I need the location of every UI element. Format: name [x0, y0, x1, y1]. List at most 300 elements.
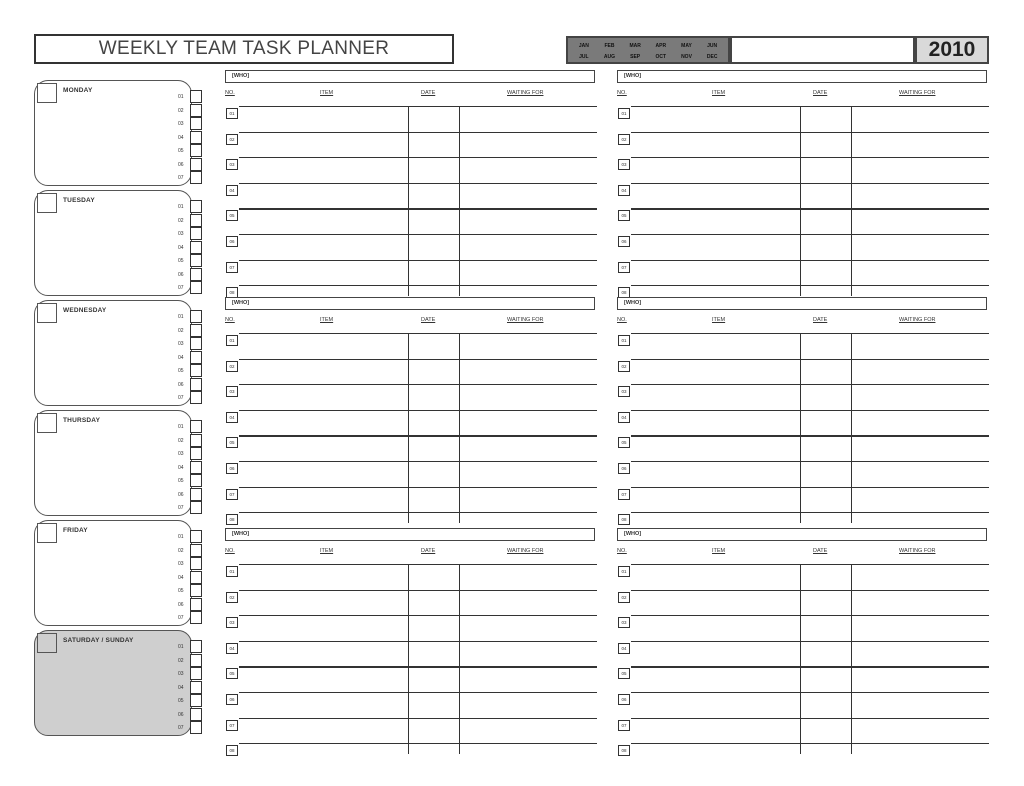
month-option-oct[interactable]: OCT [655, 54, 667, 60]
slot-checkbox[interactable] [190, 117, 202, 130]
slot-number: 01 [178, 424, 184, 430]
task-row-line [631, 487, 989, 488]
day-slot [178, 461, 204, 475]
row-number: 03 [226, 617, 238, 628]
slot-checkbox[interactable] [190, 694, 202, 707]
year-label: 2010 [915, 36, 989, 64]
column-divider [408, 564, 409, 754]
task-section [617, 70, 989, 295]
column-divider [459, 564, 460, 754]
day-slot [178, 364, 204, 378]
month-option-feb[interactable]: FEB [604, 43, 615, 49]
day-label: WEDNESDAY [63, 307, 107, 314]
slot-number: 04 [178, 244, 184, 251]
row-number: 01 [618, 335, 630, 346]
day-slot [178, 501, 204, 515]
slot-number: 05 [178, 368, 184, 374]
day-slot [178, 557, 204, 571]
task-row-line [239, 692, 597, 693]
column-header-date: DATE [421, 90, 436, 96]
slot-number: 04 [178, 684, 184, 691]
task-section [225, 70, 597, 295]
day-slot [178, 447, 204, 461]
day-slot [178, 391, 204, 405]
row-number: 02 [618, 134, 630, 145]
task-row-line [239, 285, 597, 286]
slot-checkbox[interactable] [190, 310, 202, 323]
task-row-line [239, 359, 597, 360]
slot-number: 04 [178, 464, 184, 471]
slot-checkbox[interactable] [190, 530, 202, 543]
slot-number: 06 [178, 271, 184, 278]
slot-checkbox[interactable] [190, 420, 202, 433]
task-row-line [239, 615, 597, 616]
slot-checkbox[interactable] [190, 378, 202, 391]
task-row-line [631, 208, 989, 209]
row-number: 03 [618, 159, 630, 170]
task-row-line [631, 285, 989, 286]
row-number: 01 [226, 566, 238, 577]
task-row-line [631, 410, 989, 411]
task-row-line [631, 615, 989, 616]
slot-checkbox[interactable] [190, 501, 202, 514]
slot-number: 06 [178, 601, 184, 608]
slot-checkbox[interactable] [190, 488, 202, 501]
month-selector[interactable] [566, 36, 730, 64]
slot-checkbox[interactable] [190, 598, 202, 611]
day-slot [178, 281, 204, 295]
row-number: 01 [226, 108, 238, 119]
column-header-date: DATE [421, 317, 436, 323]
row-number: 05 [226, 210, 238, 221]
column-header-no: NO. [225, 317, 235, 323]
task-row-line [631, 564, 989, 565]
row-number: 08 [618, 514, 630, 525]
day-label: THURSDAY [63, 417, 101, 424]
who-field[interactable] [617, 70, 987, 83]
task-row-line [239, 435, 597, 436]
task-row-line [239, 132, 597, 133]
row-number: 06 [226, 463, 238, 474]
row-number: 08 [226, 514, 238, 525]
month-option-jun[interactable]: JUN [707, 43, 718, 49]
task-row-line [239, 641, 597, 642]
slot-checkbox[interactable] [190, 654, 202, 667]
task-row-line [631, 234, 989, 235]
day-checkbox[interactable] [37, 523, 57, 543]
slot-number: 05 [178, 588, 184, 594]
day-checkbox[interactable] [37, 633, 57, 653]
who-label: [WHO] [232, 300, 250, 306]
slot-checkbox[interactable] [190, 571, 202, 584]
month-option-may[interactable]: MAY [681, 43, 692, 49]
who-label: [WHO] [624, 73, 642, 79]
column-header-date: DATE [813, 317, 828, 323]
day-card-friday [34, 520, 192, 626]
column-divider [851, 106, 852, 296]
day-slot [178, 640, 204, 654]
month-option-sep[interactable]: SEP [630, 54, 641, 60]
task-row-line [239, 183, 597, 184]
day-slot [178, 654, 204, 668]
slot-number: 01 [178, 314, 184, 320]
day-slot [178, 571, 204, 585]
task-row-line [631, 359, 989, 360]
slot-number: 04 [178, 574, 184, 581]
row-number: 04 [618, 643, 630, 654]
column-header-item: ITEM [320, 317, 334, 323]
day-slot [178, 474, 204, 488]
slot-checkbox[interactable] [190, 268, 202, 281]
task-row-line [239, 410, 597, 411]
who-field[interactable] [225, 70, 595, 83]
slot-number: 03 [178, 231, 184, 237]
task-row-line [239, 512, 597, 513]
slot-checkbox[interactable] [190, 104, 202, 117]
row-number: 03 [618, 617, 630, 628]
task-row-line [631, 512, 989, 513]
slot-number: 04 [178, 354, 184, 361]
column-divider [459, 333, 460, 523]
day-slot [178, 158, 204, 172]
task-row-line [239, 590, 597, 591]
slot-number: 03 [178, 671, 184, 677]
column-divider [408, 106, 409, 296]
slot-number: 02 [178, 327, 184, 334]
who-label: [WHO] [624, 300, 642, 306]
day-label: SATURDAY / SUNDAY [63, 637, 134, 644]
day-slot [178, 171, 204, 185]
column-divider [800, 106, 801, 296]
slot-number: 05 [178, 148, 184, 154]
slot-number: 01 [178, 204, 184, 210]
slot-number: 01 [178, 94, 184, 100]
day-slot [178, 420, 204, 434]
day-slot [178, 694, 204, 708]
slot-number: 06 [178, 711, 184, 718]
day-card-tuesday [34, 190, 192, 296]
who-field[interactable] [617, 528, 987, 541]
row-number: 04 [226, 185, 238, 196]
slot-checkbox[interactable] [190, 584, 202, 597]
column-header-no: NO. [617, 90, 627, 96]
column-header-waiting: WAITING FOR [507, 548, 544, 554]
day-slot [178, 681, 204, 695]
task-row-line [239, 157, 597, 158]
day-slot [178, 144, 204, 158]
column-divider [800, 333, 801, 523]
task-row-line [631, 132, 989, 133]
row-number: 01 [618, 108, 630, 119]
slot-checkbox[interactable] [190, 611, 202, 624]
slot-number: 03 [178, 561, 184, 567]
day-checkbox[interactable] [37, 83, 57, 103]
column-header-date: DATE [421, 548, 436, 554]
slot-number: 02 [178, 107, 184, 114]
day-slot [178, 337, 204, 351]
slot-checkbox[interactable] [190, 434, 202, 447]
task-row-line [631, 333, 989, 334]
slot-number: 03 [178, 121, 184, 127]
slot-number: 06 [178, 381, 184, 388]
task-section [225, 528, 597, 753]
row-number: 03 [618, 386, 630, 397]
row-number: 07 [618, 489, 630, 500]
row-number: 04 [226, 643, 238, 654]
who-field[interactable] [617, 297, 987, 310]
task-section [617, 528, 989, 753]
slot-checkbox[interactable] [190, 557, 202, 570]
task-row-line [239, 666, 597, 667]
slot-checkbox[interactable] [190, 254, 202, 267]
column-header-item: ITEM [320, 90, 334, 96]
slot-checkbox[interactable] [190, 324, 202, 337]
slot-number: 07 [178, 505, 184, 511]
slot-checkbox[interactable] [190, 681, 202, 694]
slot-checkbox[interactable] [190, 474, 202, 487]
day-card-thursday [34, 410, 192, 516]
slot-checkbox[interactable] [190, 281, 202, 294]
slot-checkbox[interactable] [190, 200, 202, 213]
row-number: 04 [618, 412, 630, 423]
row-number: 04 [226, 412, 238, 423]
task-row-line [239, 487, 597, 488]
row-number: 05 [226, 668, 238, 679]
day-slot [178, 214, 204, 228]
task-row-line [631, 106, 989, 107]
task-row-line [631, 718, 989, 719]
slot-checkbox[interactable] [190, 241, 202, 254]
column-header-date: DATE [813, 90, 828, 96]
day-card-wednesday [34, 300, 192, 406]
day-slot [178, 530, 204, 544]
day-slot [178, 254, 204, 268]
day-slot [178, 310, 204, 324]
row-number: 04 [618, 185, 630, 196]
slot-number: 02 [178, 217, 184, 224]
row-number: 02 [226, 592, 238, 603]
column-header-waiting: WAITING FOR [899, 90, 936, 96]
column-header-waiting: WAITING FOR [507, 90, 544, 96]
task-row-line [631, 743, 989, 744]
column-header-no: NO. [225, 548, 235, 554]
column-header-item: ITEM [712, 548, 726, 554]
task-row-line [631, 157, 989, 158]
row-number: 08 [618, 287, 630, 298]
column-divider [851, 333, 852, 523]
task-row-line [239, 384, 597, 385]
row-number: 05 [618, 210, 630, 221]
day-card-saturday-sunday [34, 630, 192, 736]
day-slot [178, 378, 204, 392]
column-divider [459, 106, 460, 296]
row-number: 07 [618, 720, 630, 731]
day-slot [178, 721, 204, 735]
slot-number: 07 [178, 725, 184, 731]
name-field[interactable] [730, 36, 915, 64]
day-slot [178, 351, 204, 365]
row-number: 06 [226, 236, 238, 247]
day-slot [178, 324, 204, 338]
row-number: 08 [618, 745, 630, 756]
day-slot [178, 598, 204, 612]
day-slot [178, 708, 204, 722]
slot-checkbox[interactable] [190, 144, 202, 157]
who-field[interactable] [225, 528, 595, 541]
column-divider [851, 564, 852, 754]
day-slot [178, 117, 204, 131]
task-row-line [631, 666, 989, 667]
column-header-date: DATE [813, 548, 828, 554]
day-checkbox[interactable] [37, 303, 57, 323]
task-row-line [239, 234, 597, 235]
slot-number: 03 [178, 451, 184, 457]
column-divider [800, 564, 801, 754]
slot-number: 06 [178, 491, 184, 498]
task-row-line [239, 333, 597, 334]
slot-checkbox[interactable] [190, 447, 202, 460]
day-slot [178, 268, 204, 282]
slot-number: 01 [178, 644, 184, 650]
who-label: [WHO] [624, 531, 642, 537]
slot-number: 02 [178, 657, 184, 664]
task-row-line [631, 641, 989, 642]
row-number: 02 [226, 134, 238, 145]
planner-title: WEEKLY TEAM TASK PLANNER [34, 34, 454, 64]
slot-checkbox[interactable] [190, 214, 202, 227]
row-number: 08 [226, 287, 238, 298]
slot-number: 05 [178, 258, 184, 264]
slot-number: 05 [178, 478, 184, 484]
slot-checkbox[interactable] [190, 461, 202, 474]
month-option-dec[interactable]: DEC [706, 54, 718, 60]
task-row-line [631, 384, 989, 385]
slot-number: 02 [178, 437, 184, 444]
day-slot [178, 200, 204, 214]
slot-checkbox[interactable] [190, 364, 202, 377]
who-label: [WHO] [232, 73, 250, 79]
row-number: 03 [226, 159, 238, 170]
month-option-aug[interactable]: AUG [603, 54, 616, 60]
row-number: 07 [226, 720, 238, 731]
slot-number: 07 [178, 175, 184, 181]
task-row-line [631, 692, 989, 693]
who-field[interactable] [225, 297, 595, 310]
task-row-line [631, 260, 989, 261]
row-number: 06 [226, 694, 238, 705]
row-number: 02 [618, 592, 630, 603]
slot-number: 01 [178, 534, 184, 540]
month-option-jul[interactable]: JUL [579, 54, 589, 60]
task-row-line [239, 718, 597, 719]
column-header-waiting: WAITING FOR [899, 548, 936, 554]
column-header-item: ITEM [712, 90, 726, 96]
row-number: 01 [618, 566, 630, 577]
slot-number: 07 [178, 395, 184, 401]
slot-checkbox[interactable] [190, 227, 202, 240]
month-option-jan[interactable]: JAN [578, 43, 589, 49]
row-number: 02 [226, 361, 238, 372]
day-slot [178, 131, 204, 145]
day-slot [178, 434, 204, 448]
column-divider [408, 333, 409, 523]
day-slot [178, 227, 204, 241]
day-checkbox[interactable] [37, 193, 57, 213]
slot-checkbox[interactable] [190, 667, 202, 680]
slot-checkbox[interactable] [190, 544, 202, 557]
row-number: 02 [618, 361, 630, 372]
day-slot [178, 667, 204, 681]
slot-checkbox[interactable] [190, 337, 202, 350]
day-checkbox[interactable] [37, 413, 57, 433]
day-label: TUESDAY [63, 197, 95, 204]
row-number: 05 [618, 437, 630, 448]
row-number: 07 [226, 489, 238, 500]
slot-checkbox[interactable] [190, 351, 202, 364]
row-number: 06 [618, 694, 630, 705]
day-slot [178, 611, 204, 625]
row-number: 06 [618, 236, 630, 247]
month-option-nov[interactable]: NOV [681, 54, 692, 60]
row-number: 07 [618, 262, 630, 273]
task-row-line [239, 260, 597, 261]
slot-checkbox[interactable] [190, 158, 202, 171]
slot-number: 07 [178, 615, 184, 621]
task-row-line [239, 461, 597, 462]
task-row-line [631, 590, 989, 591]
day-slot [178, 104, 204, 118]
day-slot [178, 584, 204, 598]
slot-checkbox[interactable] [190, 171, 202, 184]
slot-checkbox[interactable] [190, 708, 202, 721]
day-label: FRIDAY [63, 527, 88, 534]
row-number: 08 [226, 745, 238, 756]
month-option-apr[interactable]: APR [655, 43, 667, 49]
task-row-line [239, 208, 597, 209]
slot-checkbox[interactable] [190, 90, 202, 103]
slot-number: 06 [178, 161, 184, 168]
column-header-no: NO. [225, 90, 235, 96]
month-option-mar[interactable]: MAR [629, 43, 641, 49]
column-header-waiting: WAITING FOR [507, 317, 544, 323]
slot-checkbox[interactable] [190, 640, 202, 653]
task-row-line [631, 435, 989, 436]
slot-number: 02 [178, 547, 184, 554]
column-header-item: ITEM [712, 317, 726, 323]
task-section [225, 297, 597, 522]
task-row-line [631, 461, 989, 462]
column-header-no: NO. [617, 317, 627, 323]
who-label: [WHO] [232, 531, 250, 537]
slot-number: 07 [178, 285, 184, 291]
slot-number: 03 [178, 341, 184, 347]
slot-checkbox[interactable] [190, 721, 202, 734]
row-number: 06 [618, 463, 630, 474]
day-slot [178, 544, 204, 558]
column-header-no: NO. [617, 548, 627, 554]
slot-number: 04 [178, 134, 184, 141]
day-label: MONDAY [63, 87, 93, 94]
slot-number: 05 [178, 698, 184, 704]
task-section [617, 297, 989, 522]
day-slot [178, 90, 204, 104]
slot-checkbox[interactable] [190, 391, 202, 404]
slot-checkbox[interactable] [190, 131, 202, 144]
day-card-monday [34, 80, 192, 186]
column-header-waiting: WAITING FOR [899, 317, 936, 323]
task-row-line [239, 564, 597, 565]
task-row-line [239, 106, 597, 107]
